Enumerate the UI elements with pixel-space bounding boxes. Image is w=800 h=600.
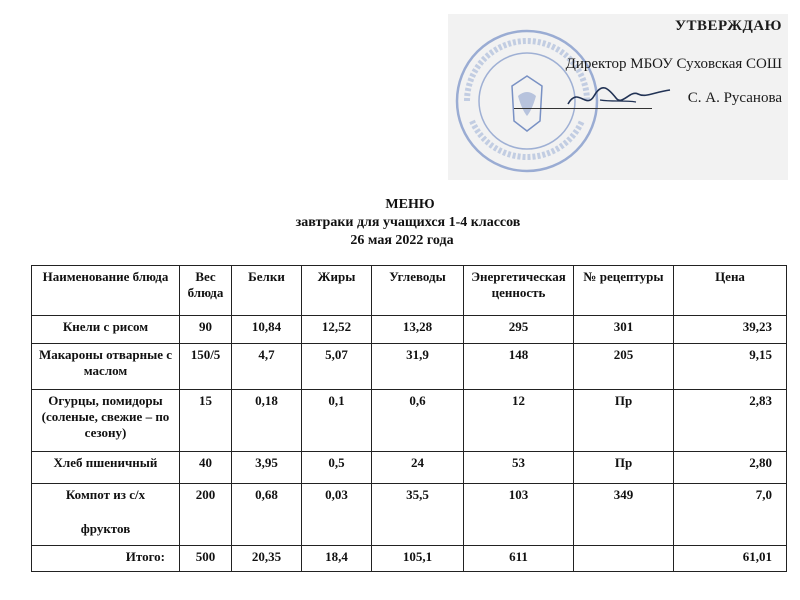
cell-carbs: 24: [372, 452, 464, 484]
cell-protein: 0,18: [232, 390, 302, 452]
cell-fat: 0,1: [302, 390, 372, 452]
cell-fat: 0,03: [302, 484, 372, 546]
cell-protein: 0,68: [232, 484, 302, 546]
total-energy: 611: [464, 546, 574, 572]
header-carbs: Углеводы: [372, 266, 464, 316]
cell-weight: 15: [180, 390, 232, 452]
dish-name-line-1: Компот из с/х: [65, 487, 146, 502]
cell-carbs: 0,6: [372, 390, 464, 452]
cell-carbs: 13,28: [372, 316, 464, 344]
header-recipe: № рецептуры: [574, 266, 674, 316]
header-fat: Жиры: [302, 266, 372, 316]
header-dish-name: Наименование блюда: [32, 266, 180, 316]
cell-weight: 90: [180, 316, 232, 344]
cell-weight: 150/5: [180, 344, 232, 390]
menu-date: 26 мая 2022 года: [350, 233, 454, 248]
total-recipe: [574, 546, 674, 572]
table-row: [32, 344, 787, 390]
cell-weight: 200: [180, 484, 232, 546]
approver-name: С. А. Русанова: [687, 90, 782, 106]
menu-title: МЕНЮ: [385, 197, 435, 212]
cell-recipe: 205: [574, 344, 674, 390]
total-protein: 20,35: [232, 546, 302, 572]
cell-price: 9,15: [674, 344, 787, 390]
cell-dish-name: Огурцы, помидоры (соленые, свежие – по сезону): [32, 390, 180, 452]
table-row: [32, 390, 787, 452]
header-protein: Белки: [232, 266, 302, 316]
cell-recipe: 349: [574, 484, 674, 546]
cell-protein: 10,84: [232, 316, 302, 344]
menu-table: [31, 265, 787, 572]
cell-energy: 148: [464, 344, 574, 390]
cell-dish-name: Хлеб пшеничный: [32, 452, 180, 484]
cell-dish-name: Кнели с рисом: [32, 316, 180, 344]
cell-weight: 40: [180, 452, 232, 484]
total-price: 61,01: [674, 546, 787, 572]
cell-protein: 3,95: [232, 452, 302, 484]
cell-price: 7,0: [674, 484, 787, 546]
menu-subtitle: завтраки для учащихся 1-4 классов: [295, 215, 521, 230]
total-fat: 18,4: [302, 546, 372, 572]
header-energy: Энергетическая ценность: [464, 266, 574, 316]
cell-dish-name: [32, 484, 180, 546]
table-total-row: [32, 546, 787, 572]
cell-dish-name: Макароны отварные с маслом: [32, 344, 180, 390]
total-weight: 500: [180, 546, 232, 572]
cell-protein: 4,7: [232, 344, 302, 390]
header-price: Цена: [674, 266, 787, 316]
menu-heading: [0, 196, 800, 250]
table-row: [32, 484, 787, 546]
cell-energy: 53: [464, 452, 574, 484]
cell-recipe: Пр: [574, 452, 674, 484]
cell-fat: 0,5: [302, 452, 372, 484]
table-row: [32, 316, 787, 344]
signature-line: [514, 108, 652, 109]
table-header-row: [32, 266, 787, 316]
total-label: Итого:: [32, 546, 180, 572]
cell-fat: 12,52: [302, 316, 372, 344]
cell-recipe: 301: [574, 316, 674, 344]
table-row: [32, 452, 787, 484]
dish-name-line-2: фруктов: [80, 521, 131, 536]
cell-fat: 5,07: [302, 344, 372, 390]
cell-energy: 103: [464, 484, 574, 546]
cell-price: 39,23: [674, 316, 787, 344]
cell-recipe: Пр: [574, 390, 674, 452]
cell-energy: 295: [464, 316, 574, 344]
header-weight: Вес блюда: [180, 266, 232, 316]
cell-price: 2,80: [674, 452, 787, 484]
approval-title: УТВЕРЖДАЮ: [674, 18, 782, 34]
approver-position: Директор МБОУ Суховская СОШ: [565, 56, 782, 72]
total-carbs: 105,1: [372, 546, 464, 572]
cell-carbs: 31,9: [372, 344, 464, 390]
cell-carbs: 35,5: [372, 484, 464, 546]
cell-energy: 12: [464, 390, 574, 452]
cell-price: 2,83: [674, 390, 787, 452]
